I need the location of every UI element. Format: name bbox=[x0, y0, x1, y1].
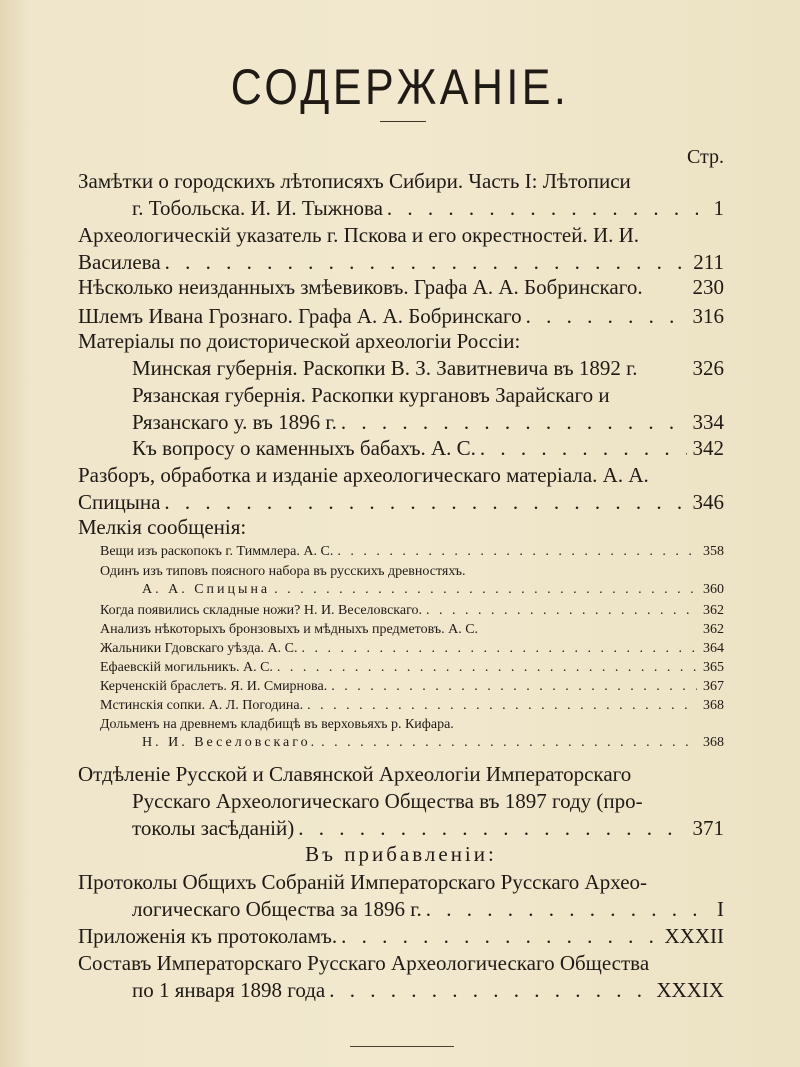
page-number: 326 bbox=[692, 356, 724, 380]
toc-entry-line: Н. И. Веселовскаго. bbox=[142, 735, 318, 750]
dot-leader bbox=[327, 678, 697, 696]
toc-entry bbox=[78, 543, 724, 561]
page-number: 368 bbox=[703, 735, 724, 750]
page-title: СОДЕРЖАНІЕ. bbox=[230, 59, 570, 115]
bottom-divider bbox=[350, 1046, 454, 1047]
toc-entry-line: Къ вопросу о каменныхъ бабахъ. А. С. bbox=[132, 436, 476, 460]
toc-entry bbox=[78, 697, 724, 715]
page-number: I bbox=[717, 897, 724, 921]
toc-entry-line: Вещи изъ раскопокъ г. Тиммлера. А. С. bbox=[100, 544, 334, 559]
toc-entry-line: логическаго Общества за 1896 г. bbox=[132, 897, 422, 921]
toc-entry-line: Отдѣленіе Русской и Славянской Археологіи Императорскаго bbox=[78, 762, 632, 786]
page-number: 371 bbox=[692, 816, 724, 840]
toc-entry-line: Одинъ изъ типовъ поясного набора въ русскихъ древностяхъ. bbox=[100, 564, 466, 579]
toc-entry-line: Керченскій браслетъ. Я. И. Смирнова. bbox=[100, 679, 328, 694]
toc-entry-line: Мстинскія сопки. А. Л. Погодина. bbox=[100, 698, 304, 713]
page-number: 316 bbox=[692, 304, 724, 328]
page-number: 368 bbox=[703, 698, 724, 713]
toc-entry bbox=[78, 716, 724, 752]
toc-entry-line: Спицына bbox=[78, 490, 161, 514]
toc-entry-line: Русскаго Археологическаго Общества въ 1897 году (про- bbox=[132, 789, 643, 813]
page-number: 362 bbox=[703, 622, 724, 637]
toc-entry bbox=[78, 678, 724, 696]
dot-leader bbox=[422, 602, 697, 620]
toc-entry-line: Рязанскаго у. въ 1896 г. bbox=[132, 410, 337, 434]
toc-entry-line: А. А. Спицына bbox=[142, 582, 271, 597]
dot-leader bbox=[270, 581, 697, 599]
page-number: 358 bbox=[703, 544, 724, 559]
toc-entry-line: Приложенія къ протоколамъ. bbox=[78, 924, 338, 948]
page-number: 367 bbox=[703, 679, 724, 694]
toc-entry bbox=[78, 563, 724, 599]
toc-entry bbox=[78, 462, 724, 516]
dot-leader bbox=[294, 815, 686, 842]
page-number: 346 bbox=[692, 490, 724, 514]
toc-entry bbox=[78, 435, 724, 462]
toc-entry bbox=[78, 761, 724, 842]
dot-leader bbox=[160, 489, 686, 516]
toc-entry-line: Минская губернія. Раскопки В. З. Завитневича въ 1892 г. bbox=[132, 356, 638, 380]
dot-leader bbox=[337, 409, 687, 436]
toc-entry-line: Анализъ нѣкоторыхъ бронзовыхъ и мѣдныхъ предметовъ. А. С. bbox=[100, 622, 479, 637]
dot-leader bbox=[383, 195, 698, 222]
toc-entry-line: токолы засѣданій) bbox=[132, 816, 295, 840]
toc-entry bbox=[78, 602, 724, 620]
toc-section-heading: Въ прибавленіи: bbox=[305, 842, 497, 866]
toc-section-heading bbox=[78, 328, 724, 355]
dot-leader bbox=[325, 977, 650, 1004]
dot-leader bbox=[297, 640, 697, 658]
toc-entry bbox=[78, 923, 724, 950]
dot-leader bbox=[333, 543, 697, 561]
dot-leader bbox=[161, 249, 688, 276]
toc-entry-line: Мелкія сообщенія: bbox=[78, 515, 247, 539]
dot-leader bbox=[273, 659, 697, 677]
page-column-header: Стр. bbox=[686, 146, 724, 168]
toc-entry-line: Василева bbox=[78, 250, 161, 274]
toc-section-heading bbox=[78, 514, 724, 541]
title-divider bbox=[380, 121, 426, 122]
dot-leader bbox=[337, 923, 658, 950]
page-number: 1 bbox=[713, 196, 724, 220]
dot-leader bbox=[476, 435, 687, 462]
page-number: 342 bbox=[692, 436, 724, 460]
dot-leader bbox=[422, 896, 698, 923]
toc-entry-line: Ефаевскій могильникъ. А. С. bbox=[100, 660, 273, 675]
toc-entry-line: Нѣсколько неизданныхъ змѣевиковъ. Графа А. А. Бобринскаго. bbox=[78, 275, 643, 299]
page-number: 362 bbox=[703, 603, 724, 618]
toc-entry-line: Дольменъ на древнемъ кладбищѣ въ верховьяхъ р. Кифара. bbox=[100, 717, 454, 732]
toc-entry-line: Замѣтки о городскихъ лѣтописяхъ Сибири. Часть I: Лѣтописи bbox=[78, 169, 631, 193]
dot-leader bbox=[317, 734, 697, 752]
page-number: 211 bbox=[693, 250, 724, 274]
page-number: 334 bbox=[692, 410, 724, 434]
toc-entry bbox=[78, 621, 724, 639]
toc-entry bbox=[78, 303, 724, 330]
toc-entry-line: Разборъ, обработка и изданіе археологическаго матеріала. А. А. bbox=[78, 463, 649, 487]
toc-entry-line: Когда появились складные ножи? Н. И. Веселовскаго. bbox=[100, 603, 422, 618]
toc-entry bbox=[78, 869, 724, 923]
toc-entry bbox=[78, 382, 724, 436]
toc-entry bbox=[78, 355, 724, 382]
toc-entry bbox=[78, 950, 724, 1004]
toc-entry-line: Рязанская губернія. Раскопки кургановъ Зарайскаго и bbox=[132, 383, 610, 407]
page-number: 365 bbox=[703, 660, 724, 675]
toc-entry bbox=[78, 168, 724, 222]
toc-entry-line: Шлемъ Ивана Грознаго. Графа А. А. Бобринскаго bbox=[78, 304, 522, 328]
toc-entry-line: Жальники Гдовскаго уѣзда. А. С. bbox=[100, 641, 298, 656]
page-number: XXXII bbox=[664, 924, 724, 948]
page-number: 364 bbox=[703, 641, 724, 656]
toc-entry bbox=[78, 274, 724, 301]
toc-entry bbox=[78, 222, 724, 276]
toc-entry-line: Протоколы Общихъ Собраній Императорскаго Русскаго Архео- bbox=[78, 870, 648, 894]
toc-entry-line: Матеріалы по доисторической археологіи Россіи: bbox=[78, 329, 521, 353]
dot-leader bbox=[522, 303, 687, 330]
page-number: 360 bbox=[703, 582, 724, 597]
toc-entry bbox=[78, 640, 724, 658]
toc-entry bbox=[78, 659, 724, 677]
dot-leader bbox=[303, 697, 697, 715]
toc-entry-line: Составъ Императорскаго Русскаго Археологическаго Общества bbox=[78, 951, 650, 975]
page-number: 230 bbox=[692, 275, 724, 299]
toc-entry-line: г. Тобольска. И. И. Тыжнова bbox=[132, 196, 383, 220]
toc-entry-line: Археологическій указатель г. Пскова и его окрестностей. И. И. bbox=[78, 223, 640, 247]
toc-entry-line: по 1 января 1898 года bbox=[132, 978, 326, 1002]
page-number: XXXIX bbox=[656, 978, 724, 1002]
